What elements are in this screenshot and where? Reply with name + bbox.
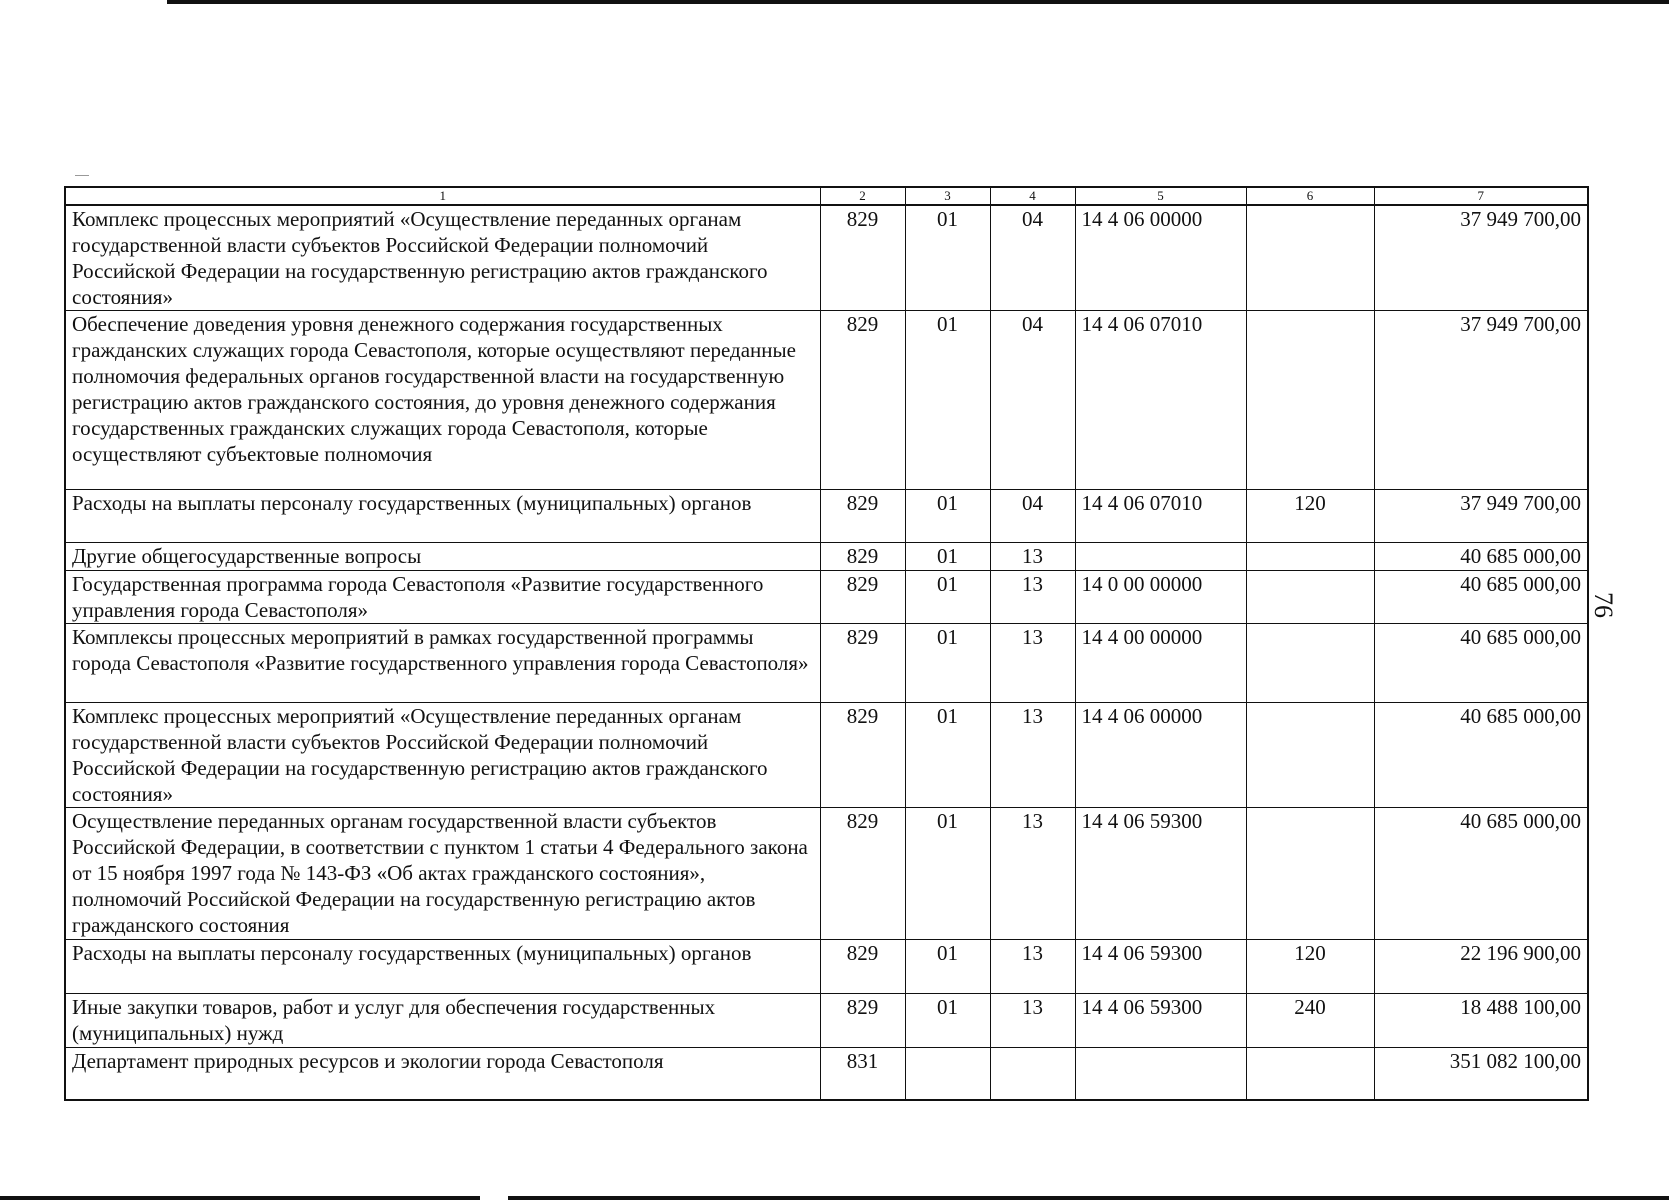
scan-mark — [75, 175, 89, 176]
table-row — [65, 205, 1588, 311]
row-section-code: 01 — [905, 311, 990, 490]
row-target-code: 14 4 06 07010 — [1075, 490, 1246, 543]
row-amount: 37 949 700,00 — [1374, 490, 1588, 543]
row-ministry-code: 829 — [820, 994, 905, 1048]
row-ministry-code: 829 — [820, 703, 905, 808]
row-ministry-code: 829 — [820, 940, 905, 994]
row-ministry-code: 829 — [820, 205, 905, 311]
row-amount: 40 685 000,00 — [1374, 571, 1588, 624]
table-row — [65, 624, 1588, 703]
row-amount: 351 082 100,00 — [1374, 1048, 1588, 1100]
header-col-3: 3 — [905, 187, 990, 205]
table-row — [65, 571, 1588, 624]
row-target-code: 14 4 06 07010 — [1075, 311, 1246, 490]
row-target-code — [1075, 1048, 1246, 1100]
row-target-code: 14 4 06 59300 — [1075, 808, 1246, 940]
row-ministry-code: 829 — [820, 808, 905, 940]
scan-border-bottom-right — [508, 1196, 1669, 1200]
row-section-code: 01 — [905, 994, 990, 1048]
row-amount: 40 685 000,00 — [1374, 543, 1588, 571]
row-amount: 40 685 000,00 — [1374, 703, 1588, 808]
row-amount: 40 685 000,00 — [1374, 624, 1588, 703]
row-expense-type — [1246, 543, 1374, 571]
row-amount: 37 949 700,00 — [1374, 311, 1588, 490]
row-ministry-code: 829 — [820, 571, 905, 624]
budget-table — [64, 186, 1589, 1101]
row-target-code: 14 4 06 59300 — [1075, 940, 1246, 994]
row-subsection-code: 04 — [990, 311, 1075, 490]
row-expense-type: 240 — [1246, 994, 1374, 1048]
header-col-5: 5 — [1075, 187, 1246, 205]
row-target-code: 14 4 06 00000 — [1075, 205, 1246, 311]
row-ministry-code: 829 — [820, 490, 905, 543]
row-subsection-code: 13 — [990, 994, 1075, 1048]
row-ministry-code: 829 — [820, 624, 905, 703]
row-subsection-code: 13 — [990, 703, 1075, 808]
row-expense-type — [1246, 624, 1374, 703]
header-col-4: 4 — [990, 187, 1075, 205]
row-name: Расходы на выплаты персоналу государственных (муниципальных) органов — [65, 940, 820, 994]
table-row — [65, 808, 1588, 940]
row-subsection-code: 13 — [990, 940, 1075, 994]
table-row — [65, 1048, 1588, 1100]
table-row — [65, 940, 1588, 994]
page-number: 76 — [1589, 592, 1618, 618]
row-ministry-code: 831 — [820, 1048, 905, 1100]
row-section-code: 01 — [905, 940, 990, 994]
row-subsection-code: 13 — [990, 571, 1075, 624]
row-amount: 40 685 000,00 — [1374, 808, 1588, 940]
row-section-code: 01 — [905, 543, 990, 571]
row-name: Департамент природных ресурсов и экологии города Севастополя — [65, 1048, 820, 1100]
scan-border-top — [167, 0, 1669, 4]
row-expense-type: 120 — [1246, 490, 1374, 543]
row-ministry-code: 829 — [820, 543, 905, 571]
row-expense-type — [1246, 205, 1374, 311]
scan-border-bottom-left — [0, 1196, 480, 1200]
row-name: Иные закупки товаров, работ и услуг для обеспечения государственных (муниципальных) нужд — [65, 994, 820, 1048]
row-target-code: 14 4 06 00000 — [1075, 703, 1246, 808]
row-name: Комплексы процессных мероприятий в рамках государственной программы города Севастополя «Развитие государственного управления города Севастополя» — [65, 624, 820, 703]
row-subsection-code: 13 — [990, 543, 1075, 571]
table-row — [65, 994, 1588, 1048]
row-subsection-code: 13 — [990, 624, 1075, 703]
row-ministry-code: 829 — [820, 311, 905, 490]
row-section-code — [905, 1048, 990, 1100]
row-section-code: 01 — [905, 808, 990, 940]
row-expense-type — [1246, 571, 1374, 624]
header-col-6: 6 — [1246, 187, 1374, 205]
row-name: Государственная программа города Севастополя «Развитие государственного управления города Севастополя» — [65, 571, 820, 624]
row-name: Комплекс процессных мероприятий «Осуществление переданных органам государственной власти субъектов Российской Федерации полномочий Российской Федерации на государственную регистрацию актов гражданского состояния» — [65, 205, 820, 311]
row-expense-type: 120 — [1246, 940, 1374, 994]
row-name: Обеспечение доведения уровня денежного содержания государственных гражданских служащих города Севастополя, которые осуществляют переданные полномочия федеральных органов государственной власти на государственную регистрацию актов гражданского состояния, до уровня денежного содержания государственных гражданских служащих города Севастополя, которые осуществляют субъектовые полномочия — [65, 311, 820, 490]
header-col-7: 7 — [1374, 187, 1588, 205]
row-section-code: 01 — [905, 490, 990, 543]
row-expense-type — [1246, 703, 1374, 808]
row-target-code: 14 0 00 00000 — [1075, 571, 1246, 624]
row-name: Расходы на выплаты персоналу государственных (муниципальных) органов — [65, 490, 820, 543]
row-target-code: 14 4 06 59300 — [1075, 994, 1246, 1048]
row-section-code: 01 — [905, 571, 990, 624]
row-amount: 22 196 900,00 — [1374, 940, 1588, 994]
row-subsection-code: 04 — [990, 205, 1075, 311]
table-row — [65, 703, 1588, 808]
header-col-1: 1 — [65, 187, 820, 205]
row-expense-type — [1246, 311, 1374, 490]
row-expense-type — [1246, 808, 1374, 940]
row-section-code: 01 — [905, 624, 990, 703]
row-name: Комплекс процессных мероприятий «Осуществление переданных органам государственной власти субъектов Российской Федерации полномочий Российской Федерации на государственную регистрацию актов гражданского состояния» — [65, 703, 820, 808]
row-name: Осуществление переданных органам государственной власти субъектов Российской Федерации, в соответствии с пунктом 1 статьи 4 Федерального закона от 15 ноября 1997 года № 143-ФЗ «Об актах гражданского состояния», полномочий Российской Федерации на государственную регистрацию актов гражданского состояния — [65, 808, 820, 940]
row-subsection-code — [990, 1048, 1075, 1100]
row-expense-type — [1246, 1048, 1374, 1100]
row-target-code: 14 4 00 00000 — [1075, 624, 1246, 703]
table-row — [65, 490, 1588, 543]
row-amount: 18 488 100,00 — [1374, 994, 1588, 1048]
row-target-code — [1075, 543, 1246, 571]
table-row — [65, 311, 1588, 490]
row-section-code: 01 — [905, 205, 990, 311]
header-row — [65, 187, 1588, 205]
table-row — [65, 543, 1588, 571]
row-name: Другие общегосударственные вопросы — [65, 543, 820, 571]
header-col-2: 2 — [820, 187, 905, 205]
row-amount: 37 949 700,00 — [1374, 205, 1588, 311]
row-subsection-code: 13 — [990, 808, 1075, 940]
row-section-code: 01 — [905, 703, 990, 808]
row-subsection-code: 04 — [990, 490, 1075, 543]
